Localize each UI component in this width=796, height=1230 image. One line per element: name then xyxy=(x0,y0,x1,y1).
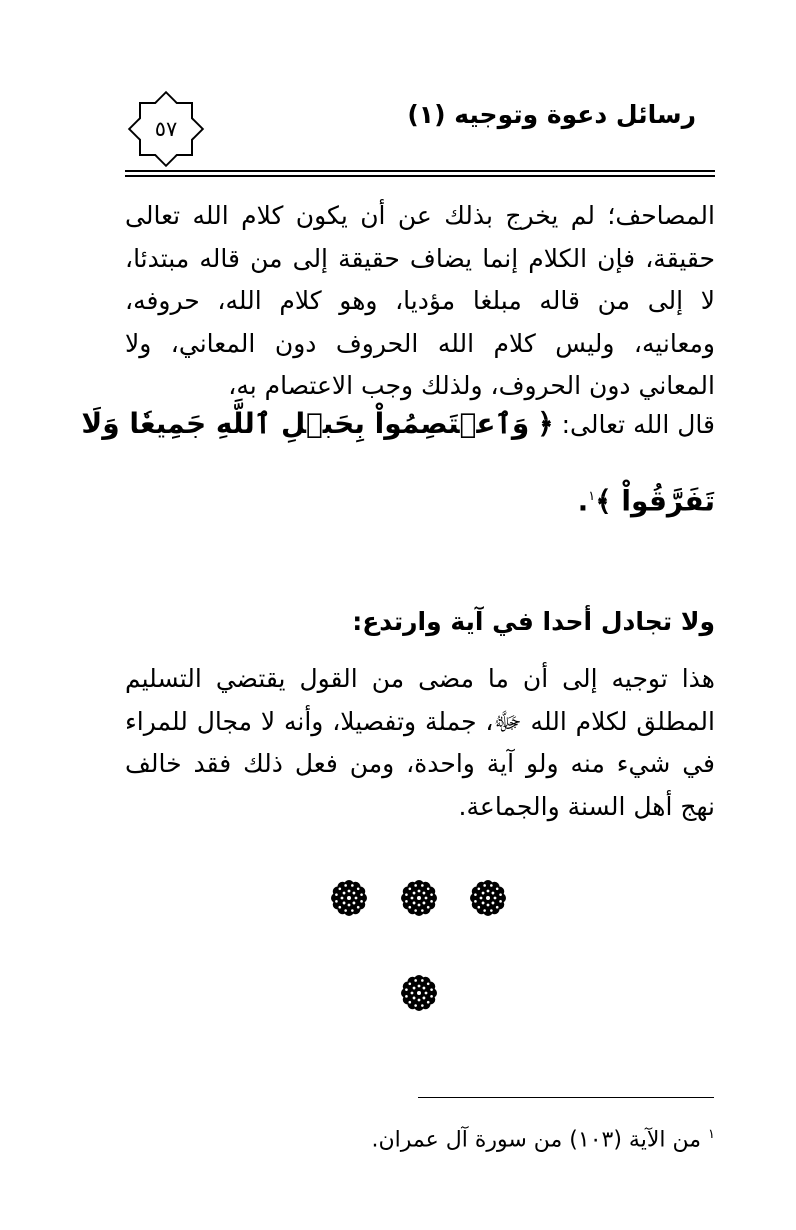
running-header-title: رسائل دعوة وتوجيه (١) xyxy=(407,100,696,129)
rosette-ornament-icon xyxy=(400,974,438,1012)
page-number: ٥٧ xyxy=(154,117,178,141)
footnote-text: من الآية (١٠٣) من سورة آل عمران. xyxy=(371,1127,709,1153)
rosette-ornament-icon xyxy=(469,879,507,917)
verse-text-line1: وَٱعۡتَصِمُواْ بِحَبۡلِ ٱللَّهِ جَمِيعٗا وَلَا xyxy=(81,407,530,440)
verse-continuation xyxy=(578,467,715,531)
footnote-separator xyxy=(418,1097,714,1098)
verse-intro: قال الله تعالى: xyxy=(553,410,715,439)
section-paragraph: هذا توجيه إلى أن ما مضى من القول يقتضي التسليم المطلق لكلام الله ﷻ، جملة وتفصيلا، وأنه لا مجال للمراء في شيء منه ولو آية واحدة، ومن فعل ذلك فقد خالف نهج أهل السنة والجماعة. xyxy=(125,664,715,821)
rosette-ornament-icon xyxy=(400,879,438,917)
verse-open-bracket: ﴿ xyxy=(537,407,554,440)
verse-text-line2: تَفَرَّقُواْ xyxy=(621,484,715,518)
footnote-marker: ١ xyxy=(708,1127,715,1142)
page-number-badge xyxy=(125,88,207,170)
verse-line xyxy=(81,398,715,451)
header-double-rule xyxy=(125,170,715,177)
verse-end-mark: . xyxy=(577,484,589,518)
verse-footnote-marker: ١ xyxy=(588,489,596,504)
footnote xyxy=(372,1115,716,1160)
section-heading: ولا تجادل أحدا في آية وارتدع: xyxy=(352,607,715,636)
rosette-ornament-icon xyxy=(330,879,368,917)
paragraph-kalam-allah: المصاحف؛ لم يخرج بذلك عن أن يكون كلام الله تعالى حقيقة، فإن الكلام إنما يضاف حقيقة إلى من قاله مبتدئا، لا إلى من قاله مبلغا مؤديا، وهو كلام الله، حروفه، ومعانيه، وليس كلام الله الحروف دون المعاني، ولا المعاني دون الحروف، ولذلك وجب الاعتصام به، xyxy=(125,201,715,400)
verse-close-bracket: ﴾ xyxy=(595,484,612,518)
